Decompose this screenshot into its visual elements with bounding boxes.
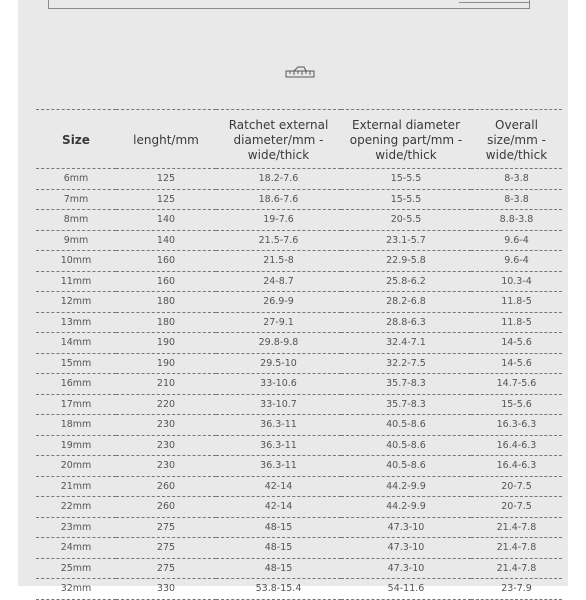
cell-size: 10mm [36,251,116,272]
cell-length: 260 [116,476,216,497]
cell-opening: 44.2-9.9 [341,497,471,518]
cell-length: 220 [116,394,216,415]
cell-opening: 15-5.5 [341,189,471,210]
cell-ratchet: 27-9.1 [216,312,341,333]
header-opening: External diameter opening part/mm -wide/thick [341,110,471,169]
cell-opening: 40.5-8.6 [341,456,471,477]
cell-length: 125 [116,189,216,210]
cell-size: 9mm [36,230,116,251]
table-row [36,271,562,292]
cell-overall: 9.6-4 [471,230,562,251]
table-row [36,292,562,313]
cell-size: 7mm [36,189,116,210]
cell-overall: 8.8-3.8 [471,210,562,231]
cell-opening: 47.3-10 [341,538,471,559]
cell-overall: 8-3.8 [471,189,562,210]
cell-ratchet: 33-10.7 [216,394,341,415]
cell-overall: 11.8-5 [471,312,562,333]
table-row [36,333,562,354]
cell-ratchet: 36.3-11 [216,415,341,436]
cell-ratchet: 42-14 [216,497,341,518]
cell-opening: 40.5-8.6 [341,435,471,456]
cell-size: 19mm [36,435,116,456]
cell-size: 8mm [36,210,116,231]
cell-ratchet: 48-15 [216,517,341,538]
cell-overall: 14-5.6 [471,353,562,374]
cell-length: 260 [116,497,216,518]
table-row [36,189,562,210]
table-row [36,497,562,518]
spec-table [36,109,562,600]
cell-size: 13mm [36,312,116,333]
table-row [36,415,562,436]
header-length: lenght/mm [116,110,216,169]
cell-ratchet: 29.5-10 [216,353,341,374]
cell-ratchet: 18.2-7.6 [216,169,341,190]
cell-ratchet: 42-14 [216,476,341,497]
cell-size: 32mm [36,579,116,600]
cell-size: 15mm [36,353,116,374]
cell-length: 160 [116,271,216,292]
cell-opening: 35.7-8.3 [341,394,471,415]
cell-opening: 20-5.5 [341,210,471,231]
cell-opening: 32.4-7.1 [341,333,471,354]
cell-overall: 23-7.9 [471,579,562,600]
cell-opening: 22.9-5.8 [341,251,471,272]
table-row [36,353,562,374]
cell-size: 24mm [36,538,116,559]
table-row [36,538,562,559]
spec-table-wrap [36,109,562,600]
cell-overall: 20-7.5 [471,476,562,497]
cell-length: 275 [116,517,216,538]
cell-overall: 20-7.5 [471,497,562,518]
cell-length: 275 [116,538,216,559]
cell-length: 160 [116,251,216,272]
cell-length: 140 [116,210,216,231]
cell-length: 230 [116,435,216,456]
cell-overall: 14.7-5.6 [471,374,562,395]
table-header-row [36,110,562,169]
cell-length: 180 [116,292,216,313]
cell-overall: 8-3.8 [471,169,562,190]
cell-ratchet: 33-10.6 [216,374,341,395]
cell-opening: 32.2-7.5 [341,353,471,374]
cell-opening: 28.8-6.3 [341,312,471,333]
cell-opening: 23.1-5.7 [341,230,471,251]
cell-size: 11mm [36,271,116,292]
cell-opening: 44.2-9.9 [341,476,471,497]
cell-opening: 54-11.6 [341,579,471,600]
cell-overall: 9.6-4 [471,251,562,272]
cell-overall: 11.8-5 [471,292,562,313]
cell-length: 190 [116,333,216,354]
cell-overall: 16.4-6.3 [471,435,562,456]
cell-length: 230 [116,415,216,436]
table-row [36,312,562,333]
cell-length: 190 [116,353,216,374]
cell-opening: 35.7-8.3 [341,374,471,395]
header-ratchet: Ratchet external diameter/mm -wide/thick [216,110,341,169]
cell-ratchet: 36.3-11 [216,456,341,477]
cell-size: 18mm [36,415,116,436]
ruler-icon [285,66,315,80]
cell-ratchet: 21.5-8 [216,251,341,272]
table-row [36,374,562,395]
cell-opening: 25.8-6.2 [341,271,471,292]
table-row [36,394,562,415]
product-outline-notch [459,0,529,3]
cell-size: 12mm [36,292,116,313]
cell-ratchet: 24-8.7 [216,271,341,292]
cell-ratchet: 48-15 [216,558,341,579]
cell-opening: 47.3-10 [341,517,471,538]
table-row [36,579,562,600]
cell-length: 210 [116,374,216,395]
cell-size: 25mm [36,558,116,579]
cell-length: 140 [116,230,216,251]
table-row [36,456,562,477]
cell-overall: 21.4-7.8 [471,517,562,538]
cell-opening: 28.2-6.8 [341,292,471,313]
table-row [36,210,562,231]
cell-overall: 21.4-7.8 [471,558,562,579]
cell-overall: 16.3-6.3 [471,415,562,436]
cell-overall: 21.4-7.8 [471,538,562,559]
cell-length: 125 [116,169,216,190]
cell-ratchet: 26.9-9 [216,292,341,313]
cell-opening: 40.5-8.6 [341,415,471,436]
cell-ratchet: 19-7.6 [216,210,341,231]
table-body [36,169,562,600]
cell-length: 275 [116,558,216,579]
spec-panel [18,0,568,595]
cell-length: 180 [116,312,216,333]
table-row [36,251,562,272]
header-size: Size [36,110,116,169]
cell-size: 16mm [36,374,116,395]
cell-overall: 15-5.6 [471,394,562,415]
table-row [36,517,562,538]
cell-length: 230 [116,456,216,477]
cell-size: 17mm [36,394,116,415]
header-overall: Overall size/mm -wide/thick [471,110,562,169]
cell-ratchet: 21.5-7.6 [216,230,341,251]
cell-size: 20mm [36,456,116,477]
cell-size: 22mm [36,497,116,518]
cell-ratchet: 18.6-7.6 [216,189,341,210]
cell-size: 6mm [36,169,116,190]
cell-ratchet: 53.8-15.4 [216,579,341,600]
cell-size: 23mm [36,517,116,538]
cell-length: 330 [116,579,216,600]
cell-overall: 14-5.6 [471,333,562,354]
cell-overall: 10.3-4 [471,271,562,292]
cell-ratchet: 29.8-9.8 [216,333,341,354]
cell-opening: 47.3-10 [341,558,471,579]
cell-ratchet: 36.3-11 [216,435,341,456]
table-row [36,558,562,579]
cell-ratchet: 48-15 [216,538,341,559]
table-row [36,476,562,497]
table-row [36,230,562,251]
cell-opening: 15-5.5 [341,169,471,190]
cell-size: 14mm [36,333,116,354]
table-row [36,169,562,190]
product-outline [48,0,530,9]
cell-overall: 16.4-6.3 [471,456,562,477]
table-row [36,435,562,456]
cell-size: 21mm [36,476,116,497]
